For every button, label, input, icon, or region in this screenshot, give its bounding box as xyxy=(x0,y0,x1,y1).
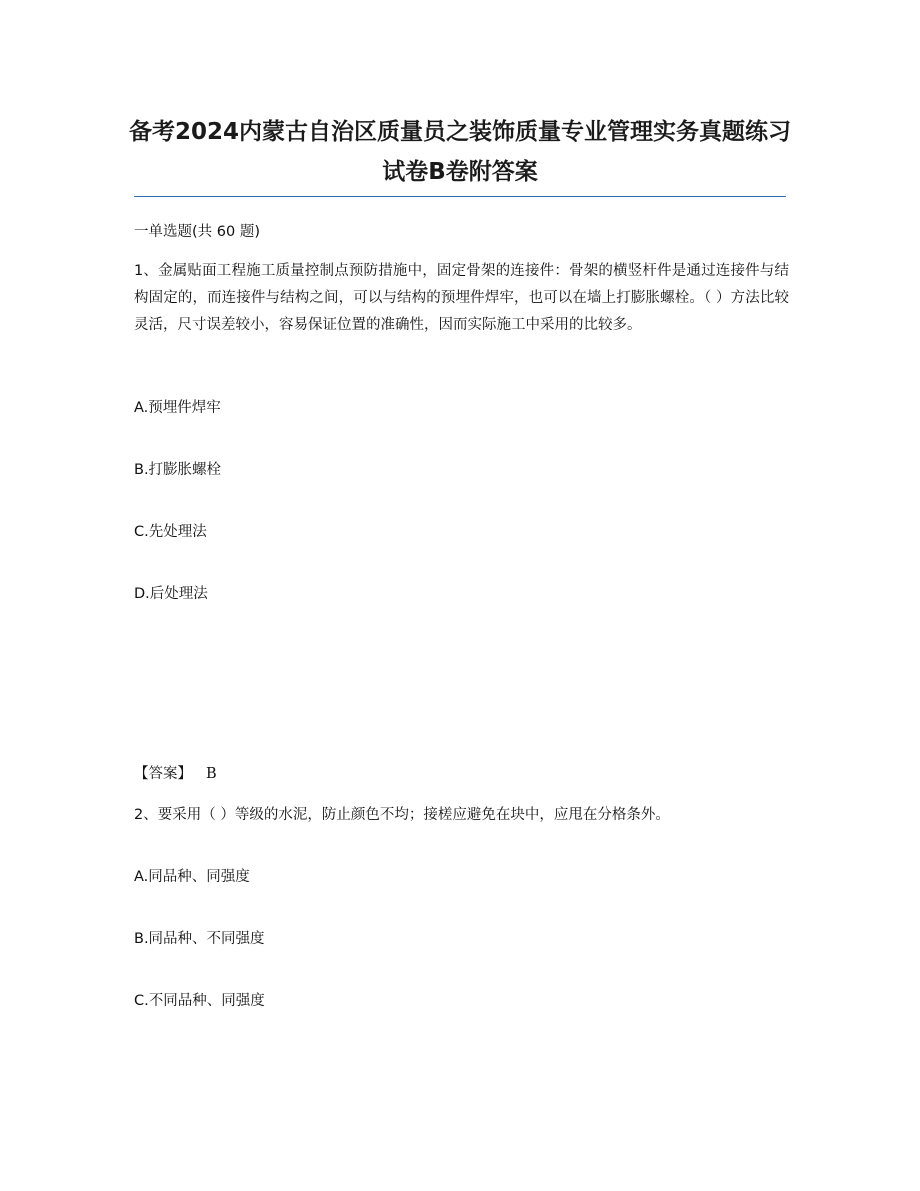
section-header: 一单选题(共 60 题) xyxy=(134,224,260,240)
answer-label: 【答案】 xyxy=(134,766,192,782)
question-2-option-b: B.同品种、不同强度 xyxy=(134,931,265,947)
question-1-option-a: A.预埋件焊牢 xyxy=(134,400,221,416)
question-1-option-d: D.后处理法 xyxy=(134,586,208,602)
question-2-text: 2、要采用（ ）等级的水泥，防止颜色不均；接槎应避免在块中，应甩在分格条外。 xyxy=(134,807,670,823)
question-1-option-c: C.先处理法 xyxy=(134,524,207,540)
title-divider xyxy=(134,196,786,197)
question-2-option-a: A.同品种、同强度 xyxy=(134,869,250,885)
question-1-answer xyxy=(134,761,217,787)
question-2-option-c: C.不同品种、同强度 xyxy=(134,993,265,1009)
question-1-text: 1、金属贴面工程施工质量控制点预防措施中，固定骨架的连接件：骨架的横竖杆件是通过连接件与结构固定的，而连接件与结构之间，可以与结构的预埋件焊牢，也可以在墙上打膨胀螺栓。（ ）方法比较灵活，尺寸误差较小，容易保证位置的准确性，因而实际施工中采用的比较多。 xyxy=(134,263,789,333)
answer-value: B xyxy=(206,766,217,782)
document-title: 备考2024内蒙古自治区质量员之装饰质量专业管理实务真题练习试卷B卷附答案 xyxy=(128,119,791,185)
question-1-option-b: B.打膨胀螺栓 xyxy=(134,462,222,478)
